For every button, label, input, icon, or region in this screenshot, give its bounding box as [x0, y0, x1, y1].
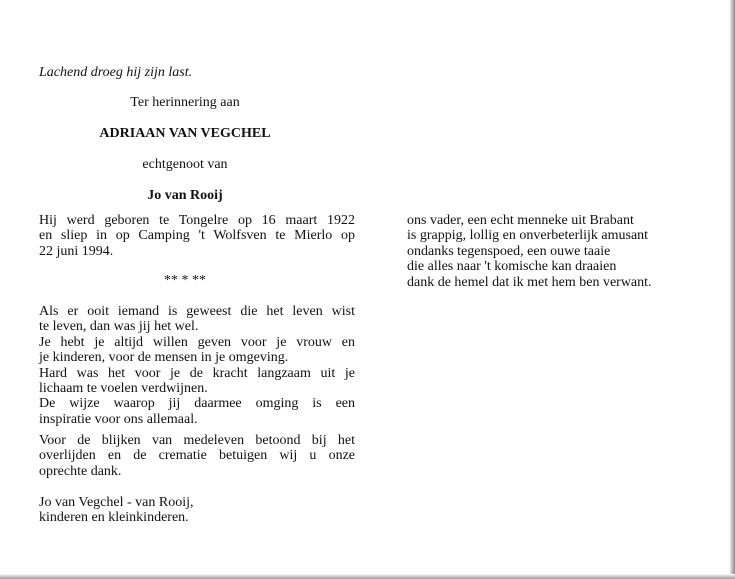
poem-line: dank de hemel dat ik met hem ben verwant.: [407, 274, 652, 290]
spouse-name: Jo van Rooij: [147, 188, 223, 203]
text-line: en sliep in op Camping 't Wolfsven te Mierlo op: [39, 228, 355, 244]
poem-line: is grappig, lollig en onverbeterlijk amusant: [407, 228, 649, 244]
deceased-name: ADRIAAN VAN VEGCHEL: [99, 126, 271, 141]
poem-line: ons vader, een echt menneke uit Brabant: [407, 213, 634, 228]
text-line: lichaam te voelen verdwijnen.: [39, 381, 208, 397]
text-line: te leven, dan was jij het wel.: [39, 319, 199, 335]
in-memory-heading: Ter herinnering aan: [130, 95, 240, 110]
text-line: Je hebt je altijd willen geven voor je vrouw en: [39, 334, 355, 350]
text-line: oprechte dank.: [39, 463, 122, 479]
card-edge-bottom: [0, 574, 735, 579]
text-line: Als er ooit iemand is geweest die het leven wist: [39, 304, 355, 319]
text-line: overlijden en de crematie betuigen wij u onze: [39, 448, 355, 464]
text-line: 22 juni 1994.: [39, 243, 114, 259]
poem-line: ondanks tegenspoed, een ouwe taaie: [407, 243, 611, 259]
card-edge-right: [729, 0, 735, 579]
text-line: inspiratie voor ons allemaal.: [39, 411, 198, 427]
text-line: De wijze waarop jij daarmee omging is een: [39, 396, 355, 412]
relation-text: echtgenoot van: [142, 157, 228, 172]
text-line: Hij werd geboren te Tongelre op 16 maart 1922: [39, 213, 355, 228]
birth-death-paragraph: [39, 213, 355, 259]
text-line: je kinderen, voor de mensen in je omgeving.: [39, 350, 289, 366]
text-line: Jo van Vegchel - van Rooij,: [39, 495, 194, 510]
text-line: Hard was het voor je de kracht langzaam uit je: [39, 365, 355, 381]
motto: Lachend droeg hij zijn last.: [39, 65, 193, 80]
text-line: Voor de blijken van medeleven betoond bij het: [39, 433, 355, 448]
poem: [407, 213, 707, 290]
thanks-paragraph: [39, 433, 355, 479]
signature: [39, 495, 355, 526]
separator: ** * **: [164, 273, 206, 288]
text-line: kinderen en kleinkinderen.: [39, 510, 189, 526]
poem-line: die alles naar 't komische kan draaien: [407, 259, 617, 275]
tribute-paragraph: [39, 304, 355, 427]
